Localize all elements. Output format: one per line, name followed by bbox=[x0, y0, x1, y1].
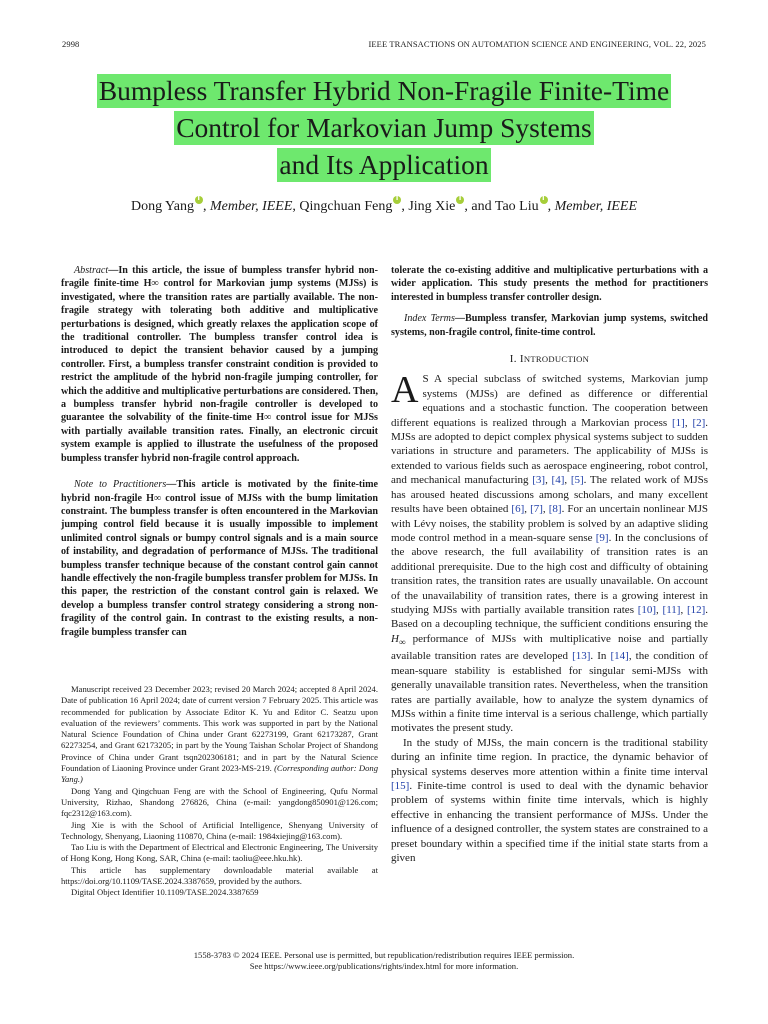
footnote-manuscript: Manuscript received 23 December 2023; revised 20 March 2024; accepted 8 April 2024. Date of publication 16 April 2024; date of current version 7 February 2025. This article was recommended for publication by Associate Editor K. Yu and Editor C. Seatzu upon evaluation of the reviewers’ comments. This work was supported in part by the National Natural Science Foundation of China under Grant 62273199, Grant 62173287, Grant 62273254, and Grant 62173205; in part by the Young Taishan Scholar Project of Shandong Province of China under Grant tsqn202306181; and in part by the Natural Science Foundation of Liaoning Province under Grant 2023-MS-219. (Corresponding author: Dong Yang.) bbox=[61, 684, 379, 785]
copyright-notice bbox=[0, 950, 768, 972]
title-line-2: Control for Markovian Jump Systems bbox=[176, 112, 592, 143]
left-column bbox=[61, 264, 378, 639]
index-terms-text: Bumpless transfer, Markovian jump systems, switched systems, non-fragile control, finite-time control. bbox=[391, 313, 708, 338]
paper-title bbox=[0, 74, 768, 185]
intro-paragraph-2: In the study of MJSs, the main concern is the traditional stability during an infinite time region. In practice, the dynamic behavior of physical systems deserves more attention within a finite time interval [15]. Finite-time control is used to deal with the dynamic behavior problem of systems within finite time intervals, which is highly effective in enhancing the transient performance of MJSs. Under the influence of a designed controller, the system states are constrained to a preset boundary within a specified time if the initial state starts from a given bbox=[391, 736, 708, 865]
abstract-label: Abstract bbox=[74, 265, 109, 276]
right-column bbox=[391, 264, 708, 865]
section-heading: I. INTRODUCTION bbox=[509, 353, 590, 366]
copyright-line-1: 1558-3783 © 2024 IEEE. Personal use is permitted, but republication/redistribution requires IEEE permission. bbox=[193, 950, 575, 960]
journal-name: IEEE TRANSACTIONS ON AUTOMATION SCIENCE AND ENGINEERING, VOL. 22, 2025 bbox=[368, 39, 706, 49]
footnote-supplementary: This article has supplementary downloadable material available at https://doi.org/10.1109/TASE.2024.3387659, provided by the authors. bbox=[61, 864, 378, 887]
orcid-icon[interactable] bbox=[456, 196, 464, 204]
author-name: Qingchuan Feng bbox=[299, 199, 393, 214]
orcid-icon[interactable] bbox=[195, 196, 203, 204]
corresponding-author: (Corresponding author: Dong Yang.) bbox=[61, 763, 379, 785]
author-name: Tao Liu bbox=[494, 199, 539, 214]
author-role: Member, IEEE bbox=[209, 199, 293, 214]
abstract: Abstract—In this article, the issue of bumpless transfer hybrid non-fragile finite-time H∞ control for Markovian jump systems (MJSs) is investigated, where the transition rates are partially available. The non-fragile strategy with tolerating both additive and multiplicative perturbations is designed, which greatly relaxes the application scope of the traditional controller. The bumpless transfer control idea is introduced to depict the transient behavior caused by a jumping controller. First, a bumpless transfer constraint condition is provided to restrict the amplitude of the hybrid non-fragile jumping controller, for which the additive and multiplicative perturbations are considered. Then, a bumpless transfer hybrid non-fragile controller is developed to guarantee the solvability of the finite-time H∞ control issue for MJSs with partially available transition rates. Finally, an electronic circuit system example is applied to illustrate the usefulness of the proposed bumpless transfer hybrid non-fragile control approach. bbox=[61, 265, 378, 464]
title-line-1: Bumpless Transfer Hybrid Non-Fragile Finite-Time bbox=[98, 75, 670, 106]
author-list: Dong Yangi , Member, IEEE, Qingchuan Fengi , Jing Xiei , and Tao Liui , Member, IEEE bbox=[0, 196, 768, 215]
running-header bbox=[62, 39, 706, 51]
footnote-affiliation: Tao Liu is with the Department of Electrical and Electronic Engineering, The University of Hong Kong, Hong Kong, SAR, China (e-mail: taoliu@eee.hku.hk). bbox=[61, 842, 378, 864]
page-number: 2998 bbox=[62, 39, 80, 49]
copyright-line-2: See https://www.ieee.org/publications/rights/index.html for more information. bbox=[249, 961, 519, 971]
note-continued: tolerate the co-existing additive and multiplicative perturbations with a wider application. This study presents the method for practitioners interested in bumpless transfer controller design. bbox=[391, 265, 708, 303]
title-line-3: and Its Application bbox=[279, 149, 489, 180]
orcid-icon[interactable] bbox=[393, 196, 401, 204]
orcid-icon[interactable] bbox=[540, 196, 548, 204]
intro-paragraph-1: A S A special subclass of switched systems, Markovian jump systems (MJSs) are defined as difference or differential equations and a stochastic function. The cooperation between different equations is realized through a Markovian process [1], [2]. MJSs are adopted to depict complex physical systems subject to sudden variations in structure and parameters. The applicability of MJSs is extended to various fields such as aerospace engineering, robot control, and mechanical manufacturing [3], [4], [5]. The related work of MJSs has aroused heated discussions among scholars, and many excellent results have been obtained [6], [7], [8]. For an uncertain nonlinear MJS with Lévy noises, the stability problem is solved by an adaptive sliding mode control method in a mean-square sense [9]. In the conclusions of the above research, the full availability of transition rates is an additional prerequisite. Due to the high cost and difficulty of obtaining transition rates, the transition rates are usually unavailable. On account of the unavailability of transition rates, there is a growing interest in studying MJSs with partially available transition rates [10], [11], [12]. Based on a decoupling technique, the sufficient conditions ensuring the $H_\infty$ performance of MJSs with multiplicative noise and partially available transition rates are developed [13]. In [14], the condition of mean-square stability is established for singular semi-MJSs with generally unavailable transition rates. Nevertheless, when the transition rates are partially available, how to analyze the system dynamics of MJSs within a finite time interval is a serious challenge, which partially motivates the present study. bbox=[391, 369, 709, 735]
footnote bbox=[61, 684, 378, 899]
footnote-affiliation: Jing Xie is with the School of Artificial Intelligence, Shenyang University of Technology, Shenyang, Liaoning 110870, China (e-mail: 1984xiejing@163.com). bbox=[61, 819, 378, 841]
abstract-text: In this article, the issue of bumpless transfer hybrid non-fragile finite-time H∞ control for Markovian jump systems (MJSs) is investigated, where the transition rates are partially available. The non-fragile strategy with tolerating both additive and multiplicative perturbations is designed, which greatly relaxes the application scope of the traditional controller. The bumpless transfer control idea is introduced to depict the transient behavior caused by a jumping controller. First, a bumpless transfer constraint condition is provided to restrict the amplitude of the hybrid non-fragile jumping controller, for which the additive and multiplicative perturbations are considered. Then, a bumpless transfer hybrid non-fragile controller is developed to guarantee the solvability of the finite-time H∞ control issue for MJSs with partially available transition rates. Finally, an electronic circuit system example is applied to illustrate the usefulness of the proposed bumpless transfer hybrid non-fragile control approach. bbox=[61, 265, 378, 464]
drop-cap: A bbox=[391, 369, 419, 412]
note-label: Note to Practitioners bbox=[74, 479, 167, 491]
footnote-affiliation: Dong Yang and Qingchuan Feng are with the School of Engineering, Qufu Normal University, Rizhao, Shandong 276826, China (e-mail: yangdong850901@126.com; fqc2312@163.com). bbox=[61, 785, 378, 819]
note-to-practitioners: Note to Practitioners—This article is motivated by the finite-time hybrid non-fragile H∞ control issue of MJSs with the bump limitation constraint. The bumpless transfer is often encountered in the Markovian jumping control field because it is usually impossible to implement unlimited control signals or bumpy control signals and is a main source of instability, and degradation of performance of MJSs. The traditional bumpless transfer technique because of the constant control gain cannot handle effectively the non-fragile bumpless transfer problem for MJSs. In this paper, the restriction of the constant control gain is relaxed. We develop a bumpless transfer control strategy considering a strong non-fragility of the control gain. In contrast to the existing results, a non-fragile bumpless transfer can bbox=[61, 479, 378, 638]
index-terms: Index Terms—Bumpless transfer, Markovian jump systems, switched systems, non-fragile control, finite-time control. bbox=[391, 313, 708, 338]
author-name: Jing Xie bbox=[408, 199, 456, 214]
author-role: Member, IEEE bbox=[554, 199, 638, 214]
author-name: Dong Yang bbox=[130, 199, 194, 214]
footnote-doi: Digital Object Identifier 10.1109/TASE.2024.3387659 bbox=[71, 887, 259, 898]
index-terms-label: Index Terms bbox=[404, 313, 455, 325]
note-text: This article is motivated by the finite-time hybrid non-fragile H∞ control issue of MJSs with the bump limitation constraint. The bumpless transfer is often encountered in the Markovian jumping control field because it is usually impossible to implement unlimited control signals or bumpy control signals and is a main source of instability, and degradation of performance of MJSs. The traditional bumpless transfer technique because of the constant control gain cannot handle effectively the non-fragile bumpless transfer problem for MJSs. In this paper, the restriction of the constant control gain is relaxed. We develop a bumpless transfer control strategy considering a strong non-fragility of the control gain. In contrast to the existing results, a non-fragile bumpless transfer can bbox=[61, 479, 378, 638]
